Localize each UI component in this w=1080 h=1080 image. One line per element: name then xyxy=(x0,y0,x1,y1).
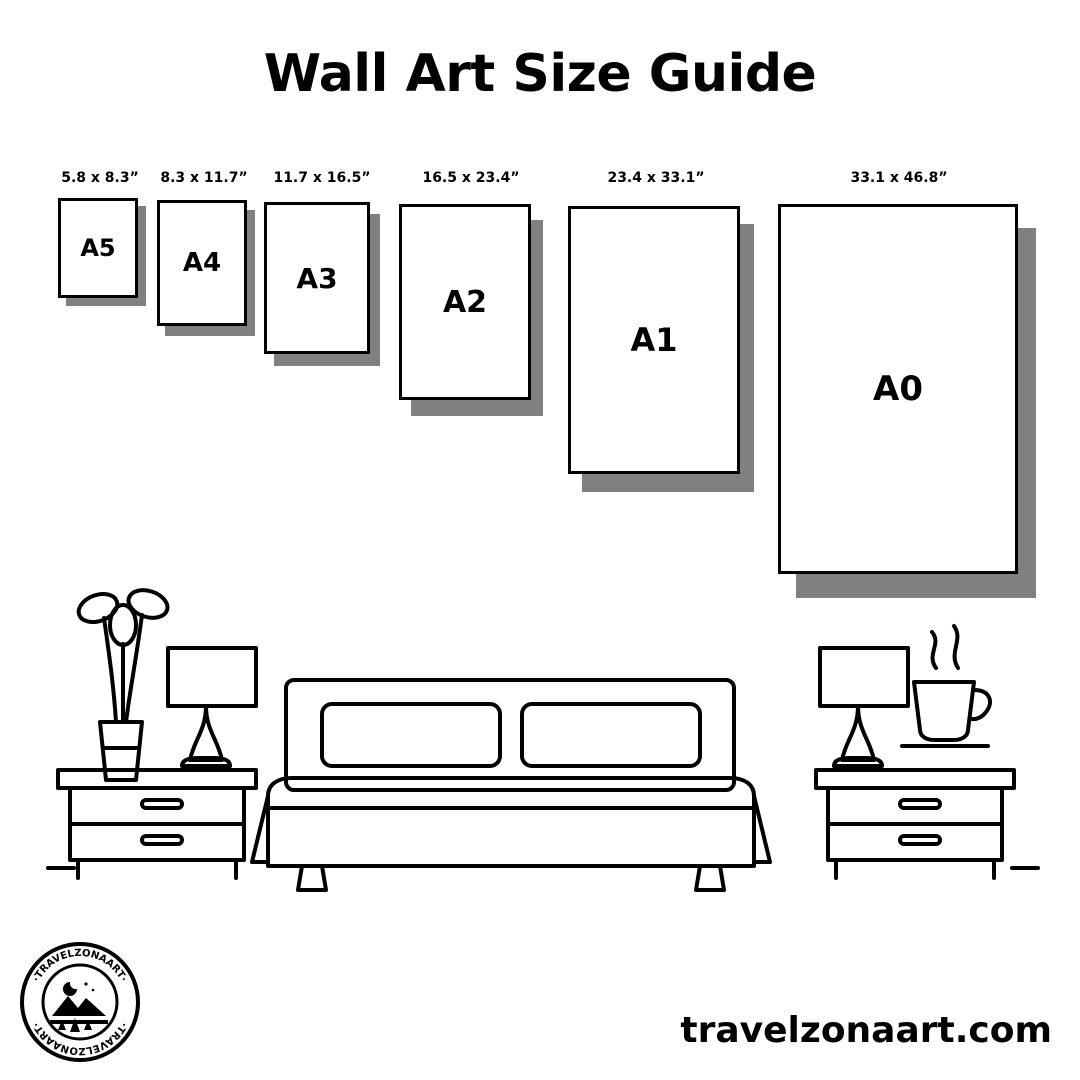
bedroom-illustration xyxy=(30,570,1050,910)
frame-box-a4[interactable] xyxy=(157,200,247,326)
logo-text-top: ·TRAVELZONAART· xyxy=(31,947,129,984)
frame-box-a5[interactable] xyxy=(58,198,138,298)
frame-label-a4: A4 xyxy=(182,248,222,278)
frame-box-a0[interactable] xyxy=(778,204,1018,574)
logo-outer-ring xyxy=(22,944,138,1060)
left-table-lamp xyxy=(168,648,256,766)
frame-dimensions-a1: 23.4 x 33.1” xyxy=(607,170,705,186)
frame-dimensions-a0: 33.1 x 46.8” xyxy=(850,170,948,186)
frame-dimensions-a3: 11.7 x 16.5” xyxy=(273,170,371,186)
frame-label-a1: A1 xyxy=(630,321,678,359)
frame-box-a2[interactable] xyxy=(399,204,531,400)
vase-with-plant xyxy=(75,585,171,780)
frame-dimensions-a4: 8.3 x 11.7” xyxy=(160,170,248,186)
frame-box-a1[interactable] xyxy=(568,206,740,474)
logo-text-bottom: ·TRAVELZONAART· xyxy=(31,1020,129,1057)
frame-dimensions-a5: 5.8 x 8.3” xyxy=(61,170,139,186)
right-table-lamp xyxy=(820,648,908,766)
logo-inner-ring xyxy=(43,965,117,1039)
left-nightstand xyxy=(58,770,256,878)
logo-ground xyxy=(50,1020,108,1024)
frame-label-a3: A3 xyxy=(296,261,338,295)
site-url[interactable]: travelzonaart.com xyxy=(680,1010,1052,1051)
page-title: Wall Art Size Guide xyxy=(263,44,817,104)
frame-dimensions-a2: 16.5 x 23.4” xyxy=(422,170,520,186)
frame-label-a5: A5 xyxy=(80,234,116,262)
logo-star-icon xyxy=(84,982,87,985)
logo-moon-icon xyxy=(63,982,77,996)
logo-mountain-icon xyxy=(52,996,106,1016)
right-nightstand xyxy=(816,770,1014,878)
bed xyxy=(252,680,770,890)
frame-box-a3[interactable] xyxy=(264,202,370,354)
logo-star-icon xyxy=(92,989,95,992)
coffee-cup xyxy=(902,626,990,746)
frame-label-a2: A2 xyxy=(442,284,488,320)
frame-label-a0: A0 xyxy=(873,369,923,409)
brand-logo xyxy=(18,940,142,1064)
